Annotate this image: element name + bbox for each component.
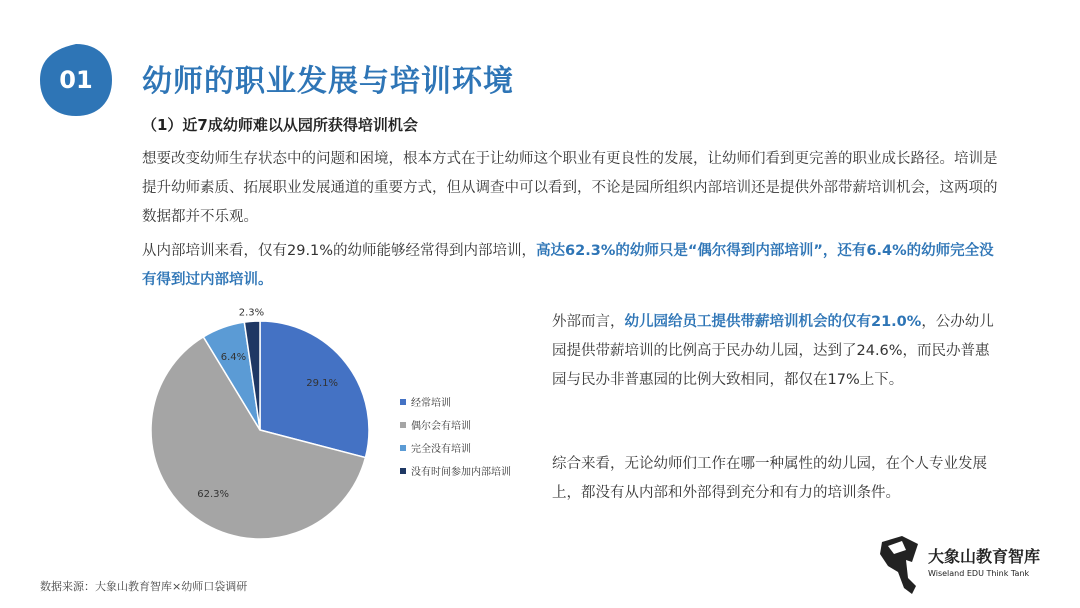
data-label-regular: 29.1%	[306, 378, 339, 390]
data-label-occasional: 62.3%	[197, 488, 230, 500]
external-training-paragraph	[552, 308, 1002, 395]
brand-logo	[876, 532, 1066, 598]
section-number: 01	[59, 66, 93, 94]
legend-swatch	[400, 445, 406, 451]
internal-training-text: 从内部培训来看，仅有29.1%的幼师能够经常得到内部培训，	[142, 243, 537, 259]
summary-paragraph: 综合来看，无论幼师们工作在哪一种属性的幼儿园，在个人专业发展上，都没有从内部和外部得到充分和有力的培训条件。	[552, 456, 987, 501]
legend-label: 偶尔会有培训	[411, 421, 471, 432]
elephant-logo-icon	[876, 532, 926, 598]
data-label-none: 6.4%	[220, 352, 247, 364]
logo-english-name: Wiseland EDU Think Tank	[928, 569, 1030, 578]
legend-item-regular	[400, 390, 511, 413]
legend-swatch	[400, 468, 406, 474]
legend-label: 经常培训	[411, 398, 451, 409]
subtitle: （1）近7成幼师难以从园所获得培训机会	[142, 116, 418, 134]
legend-swatch	[400, 422, 406, 428]
external-training-lead: 外部而言，	[552, 314, 625, 330]
legend-item-occasional	[400, 413, 511, 436]
intro-paragraph: 想要改变幼师生存状态中的问题和困境，根本方式在于让幼师这个职业有更良性的发展，让幼师们看到更完善的职业成长路径。培训是提升幼师素质、拓展职业发展通道的重要方式，但从调查中可以看到，不论是园所组织内部培训还是提供外部带薪培训机会，这两项的数据都并不乐观。	[142, 151, 998, 225]
legend-swatch	[400, 399, 406, 405]
internal-training-highlight: 高达62.3%的幼师只是“偶尔得到内部培训”，还有6.4%的幼师完全没有得到过内部培训。	[142, 243, 994, 288]
page-title: 幼师的职业发展与培训环境	[142, 64, 514, 99]
chart-legend	[400, 390, 511, 482]
external-training-highlight: 幼儿园给员工提供带薪培训机会的仅有21.0%	[624, 314, 922, 330]
legend-item-none	[400, 436, 511, 459]
pie-chart	[140, 300, 380, 560]
external-training-rest: ，公办幼儿园提供带薪培训的比例高于民办幼儿园，达到了24.6%，而民办普惠园与民办非普惠园的比例大致相同，都仅在17%上下。	[552, 314, 994, 388]
section-number-badge	[38, 42, 114, 118]
internal-training-paragraph	[142, 237, 1004, 295]
legend-label: 没有时间参加内部培训	[411, 467, 511, 478]
data-source-note: 数据来源：大象山教育智库×幼师口袋调研	[40, 580, 248, 593]
legend-item-no-time	[400, 459, 511, 482]
logo-name: 大象山教育智库	[928, 547, 1041, 566]
legend-label: 完全没有培训	[411, 444, 471, 455]
data-label-no-time: 2.3%	[238, 307, 265, 319]
